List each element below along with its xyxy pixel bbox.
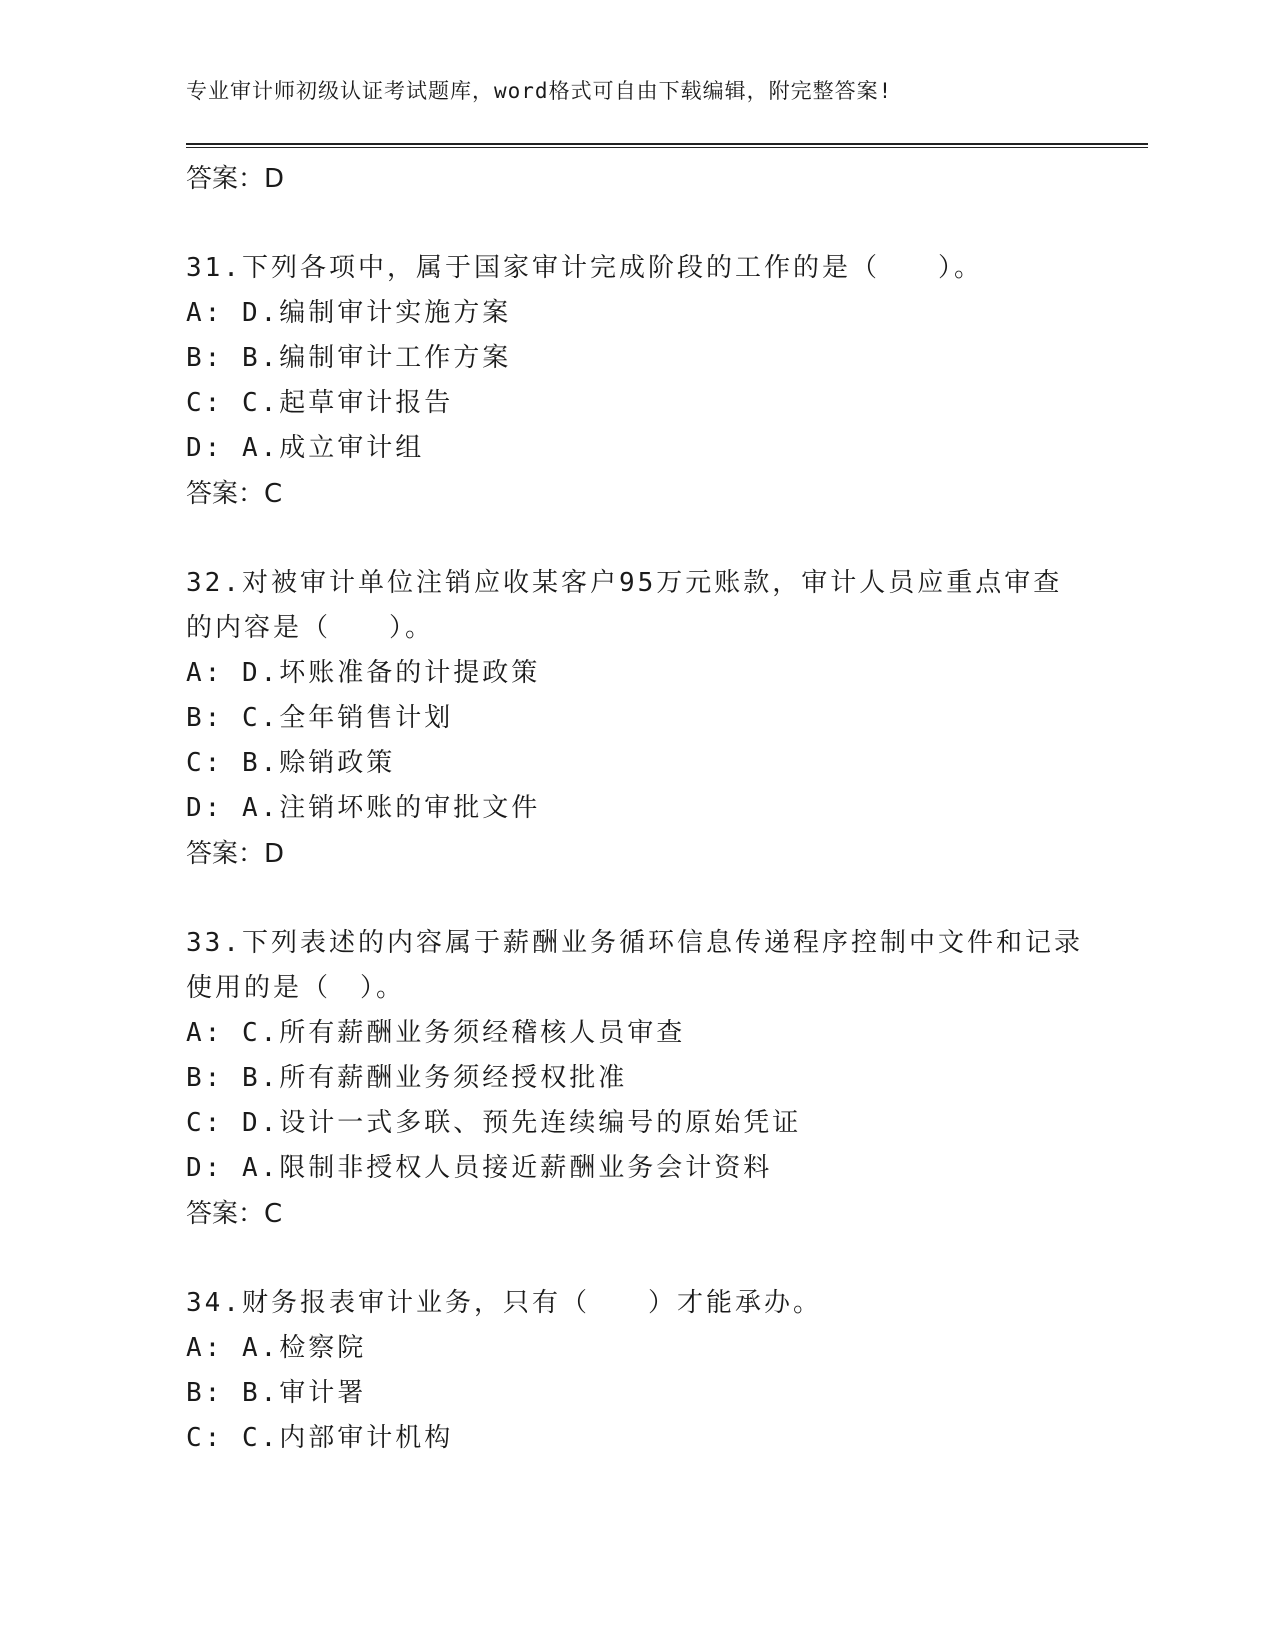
answer-text: 答案：C: [186, 1199, 283, 1229]
option-a: A: D.编制审计实施方案: [186, 298, 512, 328]
option-d: D: A.限制非授权人员接近薪酬业务会计资料: [186, 1153, 773, 1183]
option-c: C: C.内部审计机构: [186, 1423, 454, 1453]
answer-text: 答案：D: [186, 164, 285, 194]
question-stem: 32.对被审计单位注销应收某客户95万元账款，审计人员应重点审查的内容是（ ）。: [186, 568, 1063, 643]
option-d: D: A.注销坏账的审批文件: [186, 793, 541, 823]
question-block: [186, 1281, 1086, 1461]
option-b: B: C.全年销售计划: [186, 703, 454, 733]
question-block: [186, 561, 1086, 877]
option-d: D: A.成立审计组: [186, 433, 425, 463]
option-a: A: D.坏账准备的计提政策: [186, 658, 541, 688]
question-list: [186, 156, 1086, 1461]
option-a: A: C.所有薪酬业务须经稽核人员审查: [186, 1018, 686, 1048]
header-divider: [186, 143, 1148, 148]
option-b: B: B.所有薪酬业务须经授权批准: [186, 1063, 628, 1093]
question-stem: 34.财务报表审计业务，只有（ ）才能承办。: [186, 1288, 822, 1318]
question-block: [186, 921, 1086, 1237]
answer-text: 答案：C: [186, 479, 283, 509]
question-stem: 31.下列各项中，属于国家审计完成阶段的工作的是（ ）。: [186, 253, 983, 283]
option-c: C: D.设计一式多联、预先连续编号的原始凭证: [186, 1108, 802, 1138]
option-a: A: A.检察院: [186, 1333, 367, 1363]
question-stem: 33.下列表述的内容属于薪酬业务循环信息传递程序控制中文件和记录使用的是（ ）。: [186, 928, 1083, 1003]
answer-text: 答案：D: [186, 839, 285, 869]
option-b: B: B.审计署: [186, 1378, 367, 1408]
option-c: C: C.起草审计报告: [186, 388, 454, 418]
option-b: B: B.编制审计工作方案: [186, 343, 512, 373]
question-block: [186, 246, 1086, 517]
option-c: C: B.赊销政策: [186, 748, 396, 778]
page-header: 专业审计师初级认证考试题库，word格式可自由下载编辑，附完整答案!: [186, 79, 893, 103]
